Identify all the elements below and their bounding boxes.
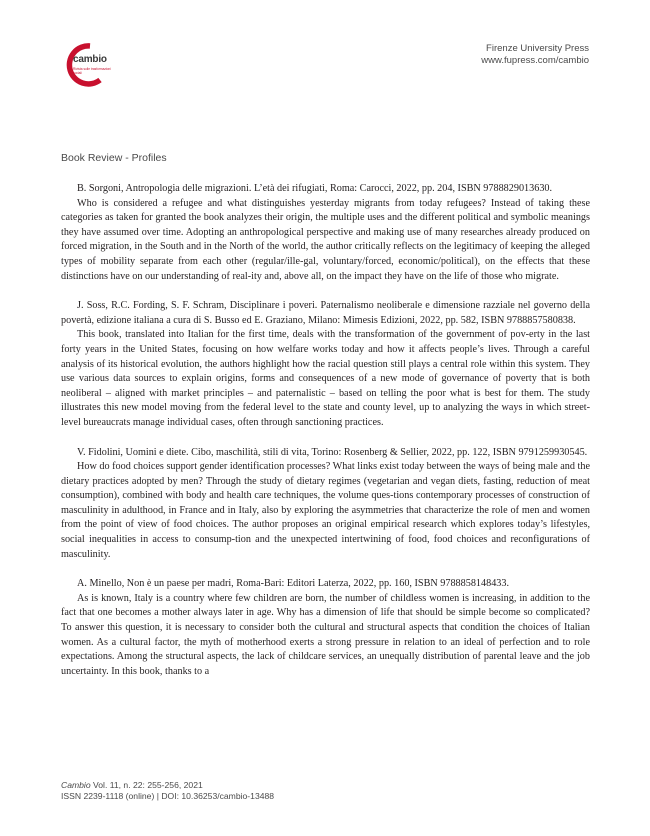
page-footer (61, 780, 274, 802)
footer-citation (61, 780, 274, 791)
review-body: This book, translated into Italian for the first time, deals with the transformation of the government of pov-erty in the last forty years in the United States, focusing on how welfare works today and how it affects people’s lives. Through a careful analysis of its historical evolution, the authors highlight how the racial question still plays a central role within this system. They use various data sources to explain origins, forms and consequences of a new mode of governance of poverty that is both neoliberal – aligned with market principles – and paternalistic – based on telling the poor what is best for them. The study illustrates this new model moving from the federal level to the state and county level, up to analyzing the ways in which street-level bureaucrats manage individual cases, often through sanctioning practices. (61, 329, 590, 428)
footer-volume: Vol. 11, n. 22: 255-256, 2021 (90, 780, 203, 790)
footer-issn: ISSN 2239-1118 (online) | DOI: 10.36253/cambio-13488 (61, 791, 275, 801)
reviews-content (61, 182, 590, 694)
review-body: Who is considered a refugee and what distinguishes yesterday migrants from today refugees? Instead of taking these categories as taken for granted the book analyzes their origin, the multiple uses and the different political and symbolic meanings they have assumed over time. Adopting an anthropological perspective and making use of many researches already produced on forced migration, in the South and in the North of the world, the author critically reflects on the legitimacy of keeping the alleged types of mobility separate from each other (regular/ille-gal, voluntary/forced, economic/political), on the effects that these distinctions have on our understanding of real-ity and, above all, on the impact they have on the life of those who migrate. (61, 197, 590, 282)
logo-text: cambio (73, 54, 107, 65)
publisher-name: Firenze University Press (486, 43, 589, 54)
review-fidolini (61, 446, 590, 563)
review-citation: B. Sorgoni, Antropologia delle migrazioni. L’età dei rifugiati, Roma: Carocci, 2022, pp. 204, ISBN 9788829013630. (77, 183, 553, 194)
review-soss (61, 299, 590, 430)
review-body: How do food choices support gender identification processes? What links exist today between the ways of being male and the dietary practices adopted by men? Through the study of dietary regimes (vegetarian and vegan diets, fasting, reduction of meat consumption), combined with body and health care techniques, the volume ques-tions contemporary processes of construction of masculinity in adulthood, in France and in Italy, also by exploring the asymmetries that characterize the role of men and women from the point of view of food choices. The author proposes an original empirical research which explores today’s lifestyles, social inequalities in access to consump-tion and the unexpected intertwining of food, food choices and reconfigurations of masculinity. (61, 461, 590, 560)
review-body: As is known, Italy is a country where few children are born, the number of childless women is increasing, in addition to the fact that one becomes a mother always later in age. Why has a dimension of life that should be simple become so complicated? To answer this question, it is necessary to consider both the cultural and structural aspects that condition the choices of Italian women. As a cultural factor, the myth of motherhood exerts a strong pressure in relation to an ideal of perfection and to role expectations. Among the structural aspects, the lack of childcare services, an unequally distribution of parental leave and the job uncertainty. In this book, thanks to a (61, 592, 590, 677)
publisher-block (481, 43, 589, 67)
review-citation: A. Minello, Non è un paese per madri, Roma-Bari: Editori Laterza, 2022, pp. 160, ISBN 9788858148433. (77, 578, 510, 590)
footer-journal: Cambio (61, 780, 91, 790)
review-sorgoni (61, 182, 590, 284)
review-minello (61, 577, 590, 679)
review-citation: V. Fidolini, Uomini e diete. Cibo, maschilità, stili di vita, Torino: Rosenberg & Sellier, 2022, pp. 122, ISBN 9791259930545. (77, 446, 588, 458)
publisher-url[interactable]: www.fupress.com/cambio (481, 55, 589, 66)
review-citation: J. Soss, R.C. Fording, S. F. Schram, Disciplinare i poveri. Paternalismo neoliberale e dimensione razziale nel governo della povertà, edizione italiana a cura di S. Busso ed E. Graziano, Milano: Mimesis Edizioni, 2022, pp. 582, ISBN 9788857580838. (61, 300, 590, 326)
section-label: Book Review - Profiles (61, 152, 167, 164)
logo-subtitle: Rivista sulle trasformazioni sociali (73, 67, 111, 75)
